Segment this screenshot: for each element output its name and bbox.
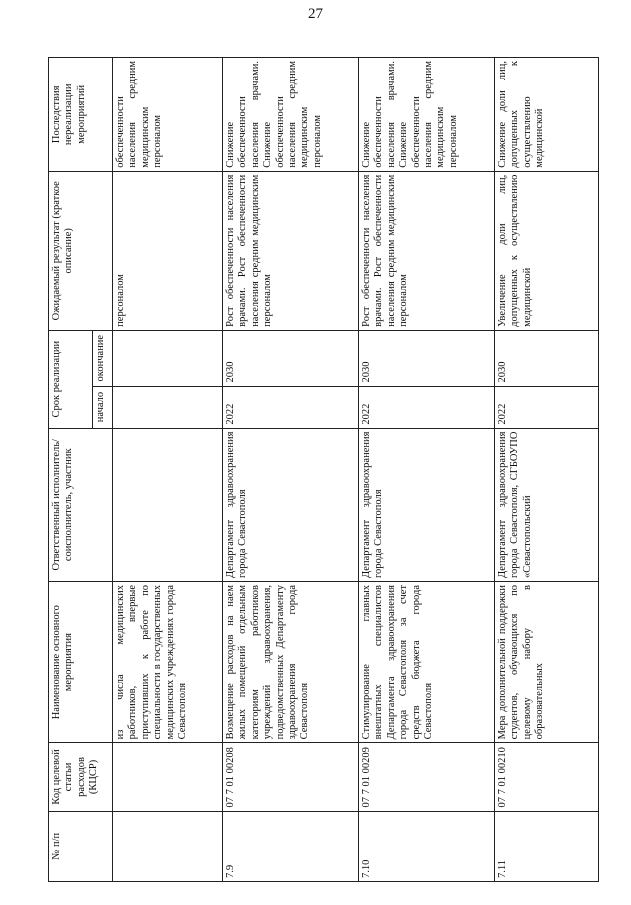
cell-name: Возмещение расходов на наем жилых помещений отдельным категориям работников учреждений здравоохранения, подведомственных Департаменту здравоохранения города Севастополя xyxy=(223,581,359,742)
header-row xyxy=(49,58,93,882)
measures-table xyxy=(48,57,599,882)
cell-result: персоналом xyxy=(113,171,223,330)
header-responsible: Ответственный исполнитель/соисполнитель, участник xyxy=(49,428,113,581)
cell-start: 2022 xyxy=(223,386,359,428)
table-row xyxy=(495,58,599,882)
cell-num xyxy=(113,811,223,881)
cell-code: 07 7 01 00208 xyxy=(223,743,359,811)
header-name: Наименование основного мероприятия xyxy=(49,581,113,742)
cell-end xyxy=(113,330,223,386)
table-row xyxy=(113,58,223,882)
rotated-table-container xyxy=(48,57,598,882)
cell-responsible xyxy=(113,428,223,581)
cell-name: Стимулирование главных внештатных специалистов Департамента здравоохранения города Севастополя за счет средств бюджета города Севастополя xyxy=(359,581,495,742)
page-number: 27 xyxy=(308,6,323,22)
header-start: начало xyxy=(93,386,113,428)
cell-result: Рост обеспеченности населения врачами. Рост обеспеченности населения средним медицинским персоналом xyxy=(223,171,359,330)
cell-result: Увеличение доли лиц, допущенных к осуществлению медицинской xyxy=(495,171,599,330)
table-row xyxy=(223,58,359,882)
cell-consequence: обеспеченности населения средним медицинским персоналом xyxy=(113,58,223,172)
header-term: Срок реализации xyxy=(49,330,93,428)
cell-code: 07 7 01 00210 xyxy=(495,743,599,811)
header-result: Ожидаемый результат (краткое описание) xyxy=(49,171,113,330)
cell-num: 7.11 xyxy=(495,811,599,881)
cell-code xyxy=(113,743,223,811)
cell-responsible: Департамент здравоохранения города Севастополя xyxy=(359,428,495,581)
header-end: окончание xyxy=(93,330,113,386)
cell-responsible: Департамент здравоохранения города Севастополя, СГБОУПО «Севастопольский xyxy=(495,428,599,581)
cell-code: 07 7 01 00209 xyxy=(359,743,495,811)
cell-start: 2022 xyxy=(495,386,599,428)
cell-start: 2022 xyxy=(359,386,495,428)
cell-end: 2030 xyxy=(223,330,359,386)
cell-name: из числа медицинских работников, впервые приступивших к работе по специальности в государственных медицинских учреждениях города Севастополя xyxy=(113,581,223,742)
cell-responsible: Департамент здравоохранения города Севастополя xyxy=(223,428,359,581)
cell-consequence: Снижение обеспеченности населения врачами. Снижение обеспеченности населения средним медицинским персоналом xyxy=(223,58,359,172)
header-code: Код целевой статьи расходов (КЦСР) xyxy=(49,743,113,811)
header-consequence: Последствия нереализации мероприятий xyxy=(49,58,113,172)
cell-num: 7.9 xyxy=(223,811,359,881)
cell-consequence: Снижение обеспеченности населения врачами. Снижение обеспеченности населения средним медицинским персоналом xyxy=(359,58,495,172)
cell-name: Мера дополнительной поддержки студентов, обучающихся по целевому набору в образовательных xyxy=(495,581,599,742)
cell-end: 2030 xyxy=(495,330,599,386)
table-row xyxy=(359,58,495,882)
cell-start xyxy=(113,386,223,428)
cell-result: Рост обеспеченности населения врачами. Рост обеспеченности населения средним медицинским персоналом xyxy=(359,171,495,330)
cell-end: 2030 xyxy=(359,330,495,386)
cell-num: 7.10 xyxy=(359,811,495,881)
cell-consequence: Снижение доли лиц, допущенных к осуществлению медицинской xyxy=(495,58,599,172)
header-num: № п/п xyxy=(49,811,113,881)
